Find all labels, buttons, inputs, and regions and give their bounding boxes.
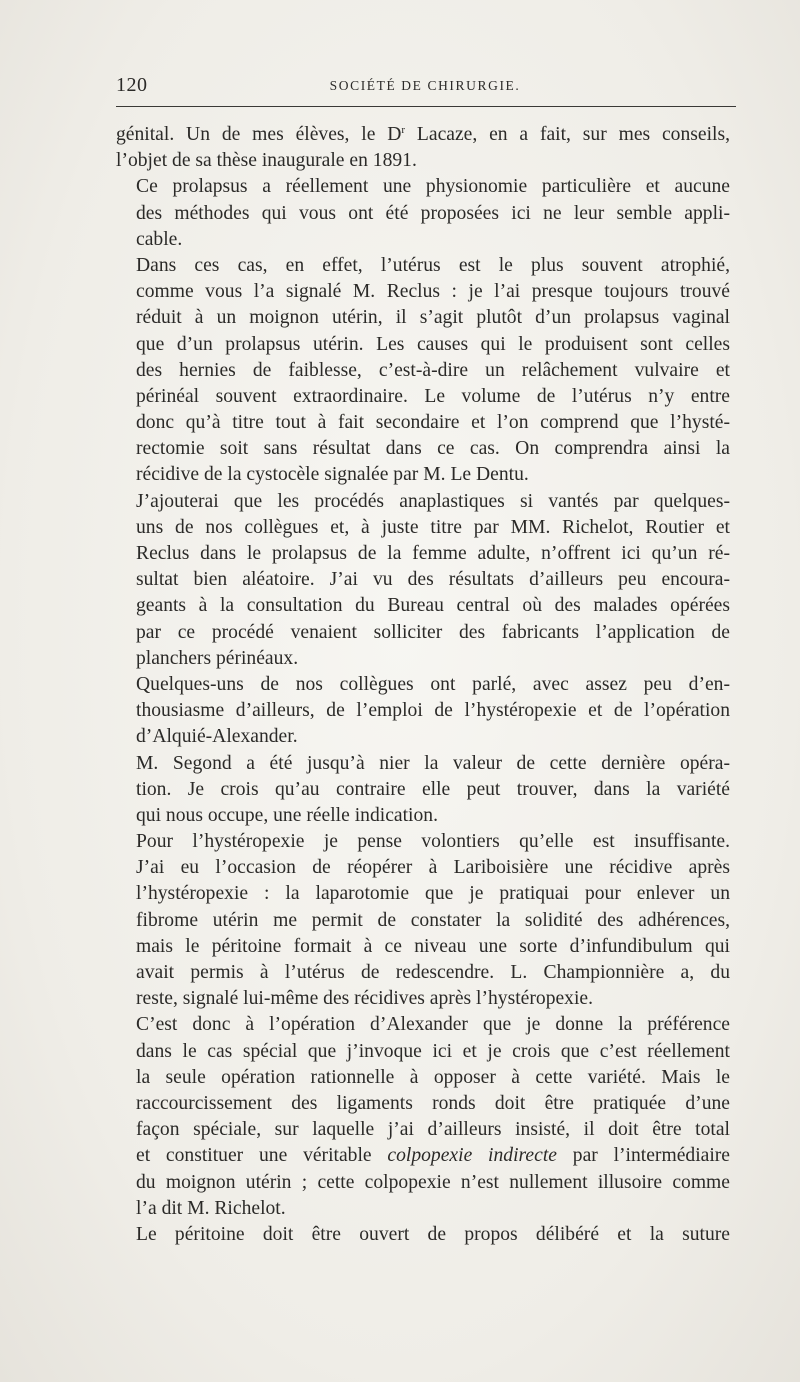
text-line: et constituer une véritable colpopexie indirecte par l’intermédiaire: [136, 1145, 730, 1167]
text-line: dans le cas spécial que j’invoque ici et je crois que c’est réellement: [136, 1040, 730, 1062]
text-line: comme vous l’a signalé M. Reclus : je l’ai presque toujours trouvé: [136, 281, 730, 303]
text-line: M. Segond a été jusqu’à nier la valeur de cette dernière opéra-: [136, 752, 730, 774]
text-line: Dans ces cas, en effet, l’utérus est le plus souvent atrophié,: [136, 254, 730, 276]
text-line: fibrome utérin me permit de constater la solidité des adhérences,: [136, 909, 730, 931]
paragraph: [116, 174, 730, 253]
text-line: périnéal souvent extraordinaire. Le volume de l’utérus n’y entre: [136, 385, 730, 407]
text-line: Reclus dans le prolapsus de la femme adulte, n’offrent ici qu’un ré-: [136, 543, 730, 564]
paragraph: [116, 122, 730, 174]
text-line: donc qu’à titre tout à fait secondaire et l’on comprend que l’hysté-: [136, 412, 730, 434]
text-line: Le péritoine doit être ouvert de propos délibéré et la suture: [136, 1223, 730, 1245]
text-line: cable.: [136, 228, 183, 250]
text-line: l’objet de sa thèse inaugurale en 1891.: [116, 150, 417, 172]
text-line: raccourcissement des ligaments ronds doit être pratiquée d’une: [136, 1092, 730, 1114]
text-line: avait permis à l’utérus de redescendre. L. Championnière a, du: [136, 962, 730, 983]
superscript: r: [401, 124, 406, 136]
text-line: thousiasme d’ailleurs, de l’emploi de l’hystéropexie et de l’opération: [136, 700, 730, 722]
text-line: l’hystéropexie : la laparotomie que je pratiquai pour enlever un: [136, 883, 730, 905]
paragraph: [116, 751, 730, 830]
text-line: d’Alquié-Alexander.: [136, 726, 298, 748]
text-line: reste, signalé lui-même des récidives après l’hystéropexie.: [136, 988, 594, 1010]
text-line: uns de nos collègues et, à juste titre par MM. Richelot, Routier et: [136, 516, 730, 538]
text-line: Pour l’hystéropexie je pense volontiers qu’elle est insuffisante.: [136, 831, 730, 853]
paragraph: [116, 829, 730, 1012]
text-line: Ce prolapsus a réellement une physionomie particulière et aucune: [136, 176, 730, 198]
text-line: que d’un prolapsus utérin. Les causes qui le produisent sont celles: [136, 333, 730, 355]
text-line: J’ai eu l’occasion de réopérer à Lariboisière une récidive après: [136, 857, 730, 879]
header-rule: [116, 106, 736, 107]
text-line: la seule opération rationnelle à opposer à cette variété. Mais le: [136, 1066, 730, 1088]
italic-term: colpopexie indirecte: [387, 1145, 557, 1167]
text-line: mais le péritoine formait à ce niveau une sorte d’infundibulum qui: [136, 935, 730, 957]
text-line: C’est donc à l’opération d’Alexander que je donne la préférence: [136, 1014, 730, 1036]
paragraph: [116, 1222, 730, 1248]
text-line: l’a dit M. Richelot.: [136, 1197, 286, 1219]
text-line: génital. Un de mes élèves, le $D^r$ Lacaze, en a fait, sur mes conseils,: [116, 124, 730, 145]
text-line: récidive de la cystocèle signalée par M. Le Dentu.: [136, 464, 529, 486]
text-line: tion. Je crois qu’au contraire elle peut trouver, dans la variété: [136, 778, 730, 800]
text-line: rectomie soit sans résultat dans ce cas. On comprendra ainsi la: [136, 438, 730, 460]
text-line: façon spéciale, sur laquelle j’ai d’ailleurs insisté, il doit être total: [136, 1119, 730, 1141]
paragraph: [116, 672, 730, 751]
running-head: SOCIÉTÉ DE CHIRURGIE.: [329, 78, 521, 93]
text-line: du moignon utérin ; cette colpopexie n’est nullement illusoire comme: [136, 1171, 730, 1193]
text-line: planchers périnéaux.: [136, 647, 299, 669]
paragraph: [116, 253, 730, 489]
text-line: des hernies de faiblesse, c’est-à-dire un relâchement vulvaire et: [136, 359, 730, 381]
text-line: réduit à un moignon utérin, il s’agit plutôt d’un prolapsus vaginal: [136, 307, 730, 329]
text-line: geants à la consultation du Bureau central où des malades opérées: [136, 595, 730, 617]
page-number: 120: [116, 74, 148, 96]
body-text: [116, 122, 730, 1248]
page-header: [116, 72, 734, 102]
text-line: Quelques-uns de nos collègues ont parlé, avec assez peu d’en-: [136, 673, 730, 695]
text-line: des méthodes qui vous ont été proposées ici ne leur semble appli-: [136, 202, 730, 224]
text-line: qui nous occupe, une réelle indication.: [136, 804, 438, 826]
text-line: par ce procédé venaient solliciter des fabricants l’application de: [136, 621, 730, 643]
paragraph: [116, 1012, 730, 1222]
paragraph: [116, 489, 730, 672]
text-line: sultat bien aléatoire. J’ai vu des résultats d’ailleurs peu encoura-: [136, 569, 730, 591]
text-line: J’ajouterai que les procédés anaplastiques si vantés par quelques-: [136, 490, 730, 512]
